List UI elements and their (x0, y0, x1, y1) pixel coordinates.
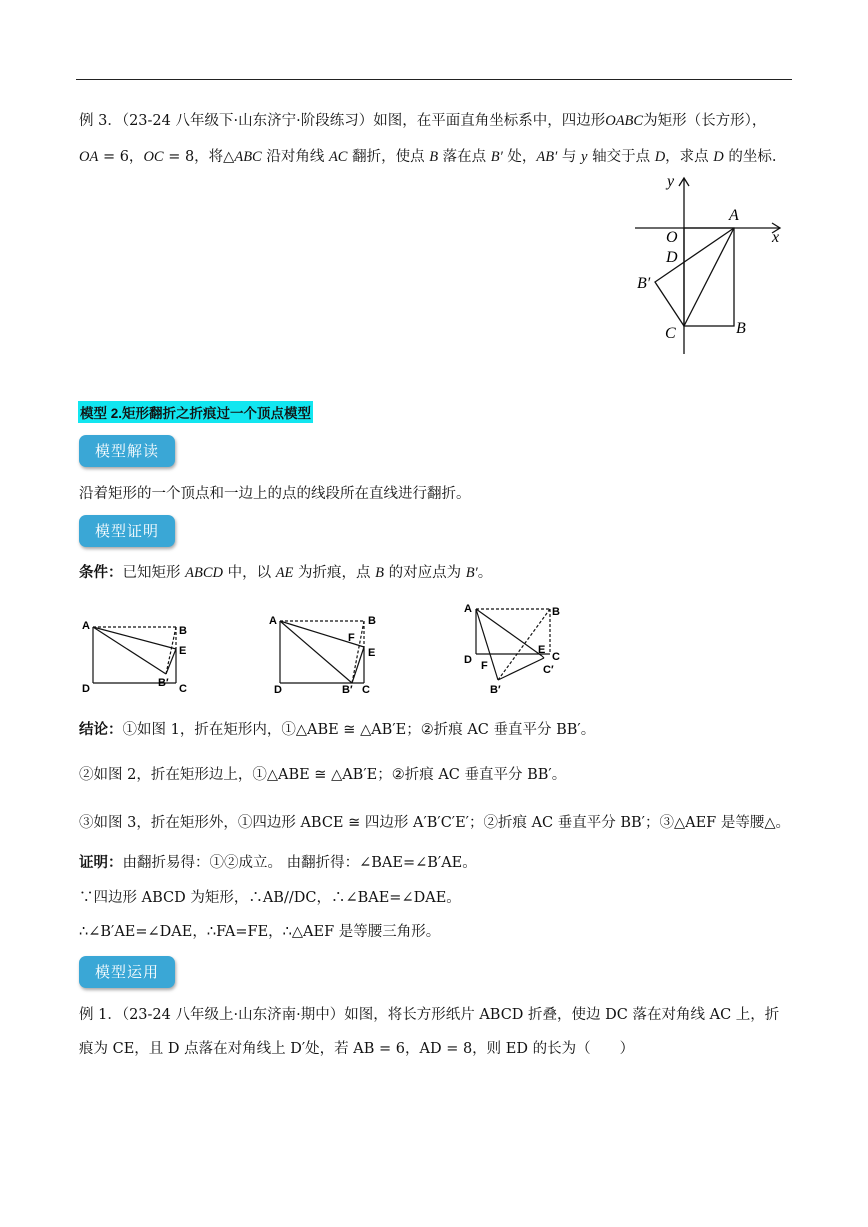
label-c: C (665, 325, 676, 342)
svg-text:F: F (348, 632, 355, 644)
svg-text:D: D (464, 654, 472, 666)
figure-3 (458, 600, 578, 700)
proof-line3: ∴∠B′AE=∠DAE，∴FA=FE，∴△AEF 是等腰三角形。 (79, 924, 441, 940)
svg-text:C: C (552, 651, 560, 663)
proof-line2: ∵四边形 ABCD 为矩形，∴AB//DC，∴∠BAE=∠DAE。 (79, 890, 461, 906)
svg-text:C: C (179, 683, 187, 695)
svg-text:A: A (82, 620, 90, 632)
svg-text:B: B (368, 615, 376, 627)
svg-text:B′: B′ (158, 677, 169, 689)
svg-text:D: D (274, 684, 282, 696)
condition-line: 条件：已知矩形 ABCD 中，以 AE 为折痕，点 B 的对应点为 B′。 (79, 565, 493, 581)
proof-line1: 证明：由翻折易得：①②成立。 由翻折得：∠BAE=∠B′AE。 (79, 855, 477, 871)
figure-2 (264, 610, 388, 696)
svg-text:A: A (464, 603, 472, 615)
conclusion-line1: 结论：①如图 1，折在矩形内，①△ABE ≅ △AB′E；②折痕 AC 垂直平分 BB′。 (79, 722, 596, 738)
svg-text:B: B (179, 625, 187, 637)
conclusion-line3: ③如图 3，折在矩形外，①四边形 ABCE ≅ 四边形 A′B′C′E′；②折痕 AC 垂直平分 BB′；③△AEF 是等腰△。 (79, 815, 790, 831)
svg-text:B′: B′ (490, 684, 501, 696)
label-bprime: B′ (637, 275, 651, 292)
coordinate-figure (625, 168, 795, 360)
label-b: B (736, 320, 746, 337)
label-x: x (772, 229, 780, 246)
svg-text:C: C (362, 684, 370, 696)
svg-text:E: E (368, 647, 376, 659)
conclusion-line2: ②如图 2，折在矩形边上，①△ABE ≅ △AB′E；②折痕 AC 垂直平分 BB′。 (79, 767, 567, 783)
label-y: y (667, 173, 675, 190)
label-a: A (729, 207, 739, 224)
header-rule (76, 79, 792, 80)
example1-line1: 例 1．（23-24 八年级上·山东济南·期中）如图，将长方形纸片 ABCD 折叠，使边 DC 落在对角线 AC 上，折 (79, 1007, 780, 1023)
diagonal-ac (684, 228, 734, 326)
svg-text:D: D (82, 683, 90, 695)
svg-text:B′: B′ (342, 684, 353, 696)
example1-line2: 痕为 CE，且 D 点落在对角线上 D′处，若 AB = 6，AD = 8，则 ED 的长为（ ） (79, 1041, 635, 1057)
label-o: O (666, 229, 678, 246)
example3-line2: OA = 6，OC = 8，将△ABC 沿对角线 AC 翻折，使点 B 落在点 B′ 处，AB′ 与 y 轴交于点 D，求点 D 的坐标. (79, 149, 777, 165)
tag-model-read: 模型解读 (79, 435, 175, 467)
svg-text:E: E (179, 645, 187, 657)
figure-1 (78, 614, 196, 696)
svg-text:C′: C′ (543, 664, 554, 676)
model2-heading: 模型 2.矩形翻折之折痕过一个顶点模型 (78, 401, 313, 423)
tag-model-use: 模型运用 (79, 956, 175, 988)
label-d: D (666, 249, 678, 266)
svg-text:A: A (269, 615, 277, 627)
tag-model-proof: 模型证明 (79, 515, 175, 547)
svg-text:F: F (481, 660, 488, 672)
example3-line1: 例 3．（23-24 八年级下·山东济宁·阶段练习）如图，在平面直角坐标系中，四边形OABC为矩形（长方形）， (79, 113, 767, 129)
model-read-text: 沿着矩形的一个顶点和一边上的点的线段所在直线进行翻折。 (79, 486, 471, 502)
svg-text:B: B (552, 606, 560, 618)
svg-text:E: E (538, 644, 546, 656)
